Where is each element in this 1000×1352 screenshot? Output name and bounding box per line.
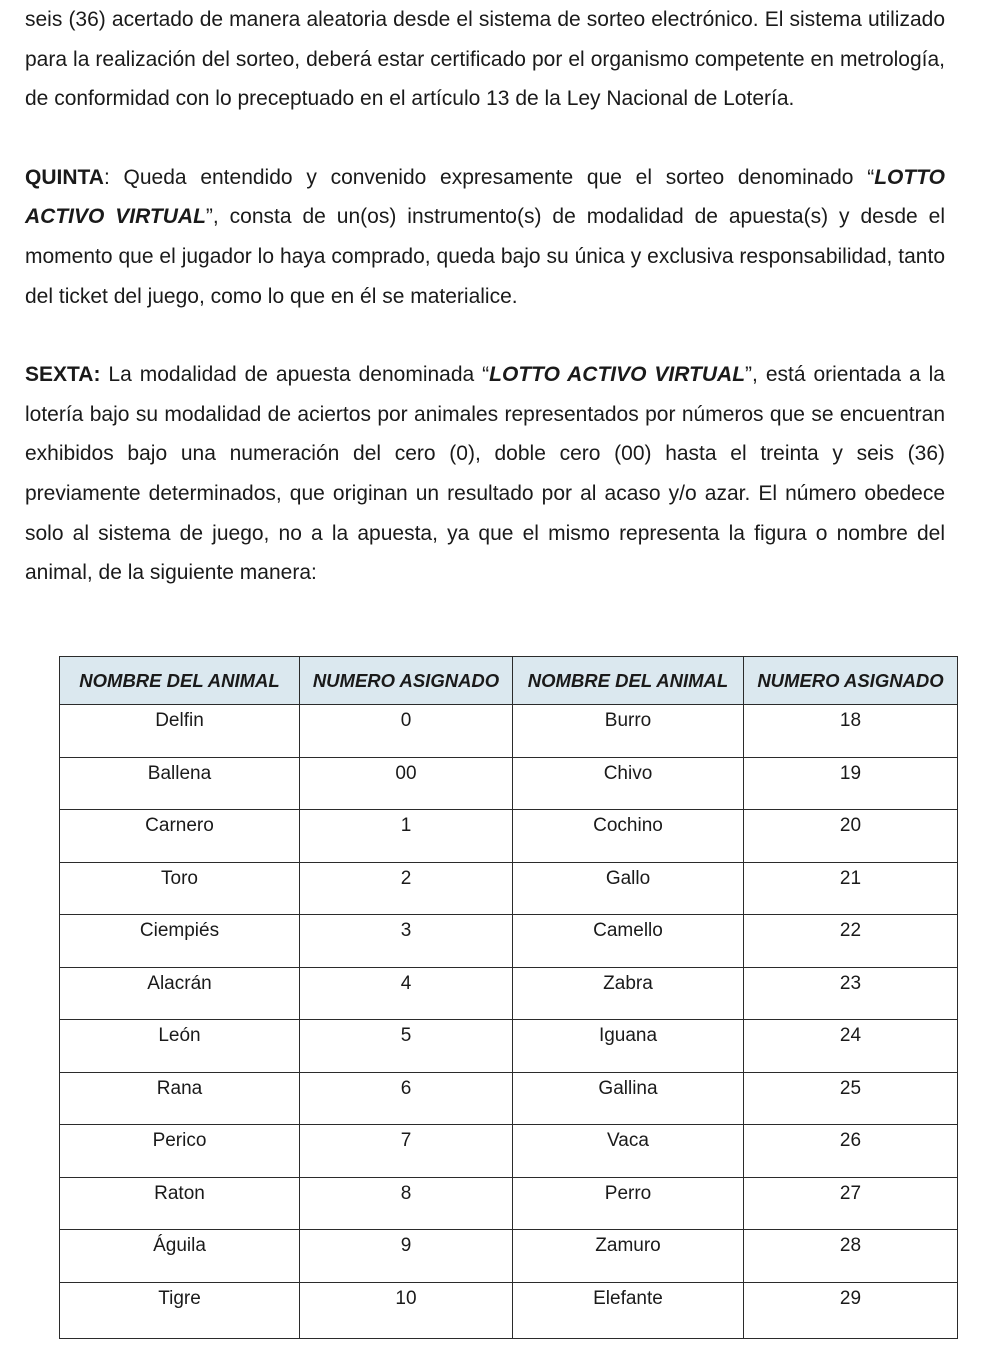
table-row <box>60 915 958 968</box>
table-header-row <box>60 657 958 705</box>
assigned-number-cell: 4 <box>300 967 513 1020</box>
assigned-number-cell: 21 <box>744 862 958 915</box>
assigned-number-cell: 1 <box>300 810 513 863</box>
animal-name-cell: Ballena <box>60 757 300 810</box>
assigned-number-cell: 8 <box>300 1177 513 1230</box>
assigned-number-cell: 2 <box>300 862 513 915</box>
document-page <box>25 0 945 593</box>
table-row <box>60 1230 958 1283</box>
animal-name-cell: Delfin <box>60 705 300 758</box>
animal-number-table <box>59 656 958 1339</box>
animal-name-cell: Vaca <box>513 1125 744 1178</box>
header-animal-name-2: NOMBRE DEL ANIMAL <box>513 657 744 705</box>
table-row <box>60 1072 958 1125</box>
animal-name-cell: Elefante <box>513 1282 744 1338</box>
quinta-text-a: : Queda entendido y convenido expresamente que el sorteo denominado “ <box>103 165 875 189</box>
sexta-game-name: LOTTO ACTIVO VIRTUAL <box>489 363 746 387</box>
assigned-number-cell: 27 <box>744 1177 958 1230</box>
assigned-number-cell: 10 <box>300 1282 513 1338</box>
assigned-number-cell: 22 <box>744 915 958 968</box>
animal-name-cell: Cochino <box>513 810 744 863</box>
animal-name-cell: Perro <box>513 1177 744 1230</box>
table-row <box>60 810 958 863</box>
animal-name-cell: Águila <box>60 1230 300 1283</box>
assigned-number-cell: 0 <box>300 705 513 758</box>
table-row <box>60 1177 958 1230</box>
header-assigned-number-2: NUMERO ASIGNADO <box>744 657 958 705</box>
animal-name-cell: Gallo <box>513 862 744 915</box>
sexta-text-a: La modalidad de apuesta denominada “ <box>100 363 490 387</box>
paragraph-quinta <box>25 158 945 316</box>
animal-name-cell: Raton <box>60 1177 300 1230</box>
clause-label-sexta: SEXTA: <box>25 363 101 387</box>
assigned-number-cell: 23 <box>744 967 958 1020</box>
table-row <box>60 967 958 1020</box>
animal-name-cell: Zamuro <box>513 1230 744 1283</box>
animal-name-cell: Tigre <box>60 1282 300 1338</box>
paragraph-sexta <box>25 355 945 593</box>
table-row <box>60 1125 958 1178</box>
assigned-number-cell: 24 <box>744 1020 958 1073</box>
assigned-number-cell: 00 <box>300 757 513 810</box>
assigned-number-cell: 26 <box>744 1125 958 1178</box>
assigned-number-cell: 29 <box>744 1282 958 1338</box>
quinta-text-b: ”, consta de un(os) instrumento(s) de modalidad de apuesta(s) y desde el momento que el jugador lo haya comprado, queda bajo su única y exclusiva responsabilidad, tanto del ticket del juego, como lo que en él se materialice. <box>25 205 945 308</box>
animal-name-cell: Burro <box>513 705 744 758</box>
table-row <box>60 1020 958 1073</box>
assigned-number-cell: 20 <box>744 810 958 863</box>
assigned-number-cell: 18 <box>744 705 958 758</box>
header-animal-name-1: NOMBRE DEL ANIMAL <box>60 657 300 705</box>
table-row <box>60 705 958 758</box>
animal-name-cell: Toro <box>60 862 300 915</box>
header-assigned-number-1: NUMERO ASIGNADO <box>300 657 513 705</box>
clause-label-quinta: QUINTA <box>25 165 104 189</box>
paragraph-sorteo-sistema: seis (36) acertado de manera aleatoria desde el sistema de sorteo electrónico. El sistema utilizado para la realización del sorteo, deberá estar certificado por el organismo competente en metrología, de conformidad con lo preceptuado en el artículo 13 de la Ley Nacional de Lotería. <box>25 8 945 111</box>
animal-name-cell: Alacrán <box>60 967 300 1020</box>
assigned-number-cell: 25 <box>744 1072 958 1125</box>
table-row <box>60 1282 958 1338</box>
animal-name-cell: Gallina <box>513 1072 744 1125</box>
assigned-number-cell: 7 <box>300 1125 513 1178</box>
animal-name-cell: Camello <box>513 915 744 968</box>
animal-name-cell: Iguana <box>513 1020 744 1073</box>
animal-name-cell: Rana <box>60 1072 300 1125</box>
assigned-number-cell: 19 <box>744 757 958 810</box>
animal-name-cell: Ciempiés <box>60 915 300 968</box>
animal-name-cell: Perico <box>60 1125 300 1178</box>
animal-name-cell: Zabra <box>513 967 744 1020</box>
assigned-number-cell: 3 <box>300 915 513 968</box>
assigned-number-cell: 9 <box>300 1230 513 1283</box>
assigned-number-cell: 5 <box>300 1020 513 1073</box>
table-row <box>60 757 958 810</box>
table-row <box>60 862 958 915</box>
assigned-number-cell: 28 <box>744 1230 958 1283</box>
table-body <box>60 705 958 1339</box>
quinta-game-name: LOTTO ACTIVO VIRTUAL <box>25 165 945 229</box>
animal-name-cell: Chivo <box>513 757 744 810</box>
assigned-number-cell: 6 <box>300 1072 513 1125</box>
sexta-text-b: ”, está orientada a la lotería bajo su modalidad de aciertos por animales representados por números que se encuentran exhibidos bajo una numeración del cero (0), doble cero (00) hasta el treinta y seis (36) previamente determinados, que originan un resultado por al acaso y/o azar. El número obedece solo al sistema de juego, no a la apuesta, ya que el mismo representa la figura o nombre del animal, de la siguiente manera: <box>25 363 945 585</box>
animal-name-cell: León <box>60 1020 300 1073</box>
animal-name-cell: Carnero <box>60 810 300 863</box>
